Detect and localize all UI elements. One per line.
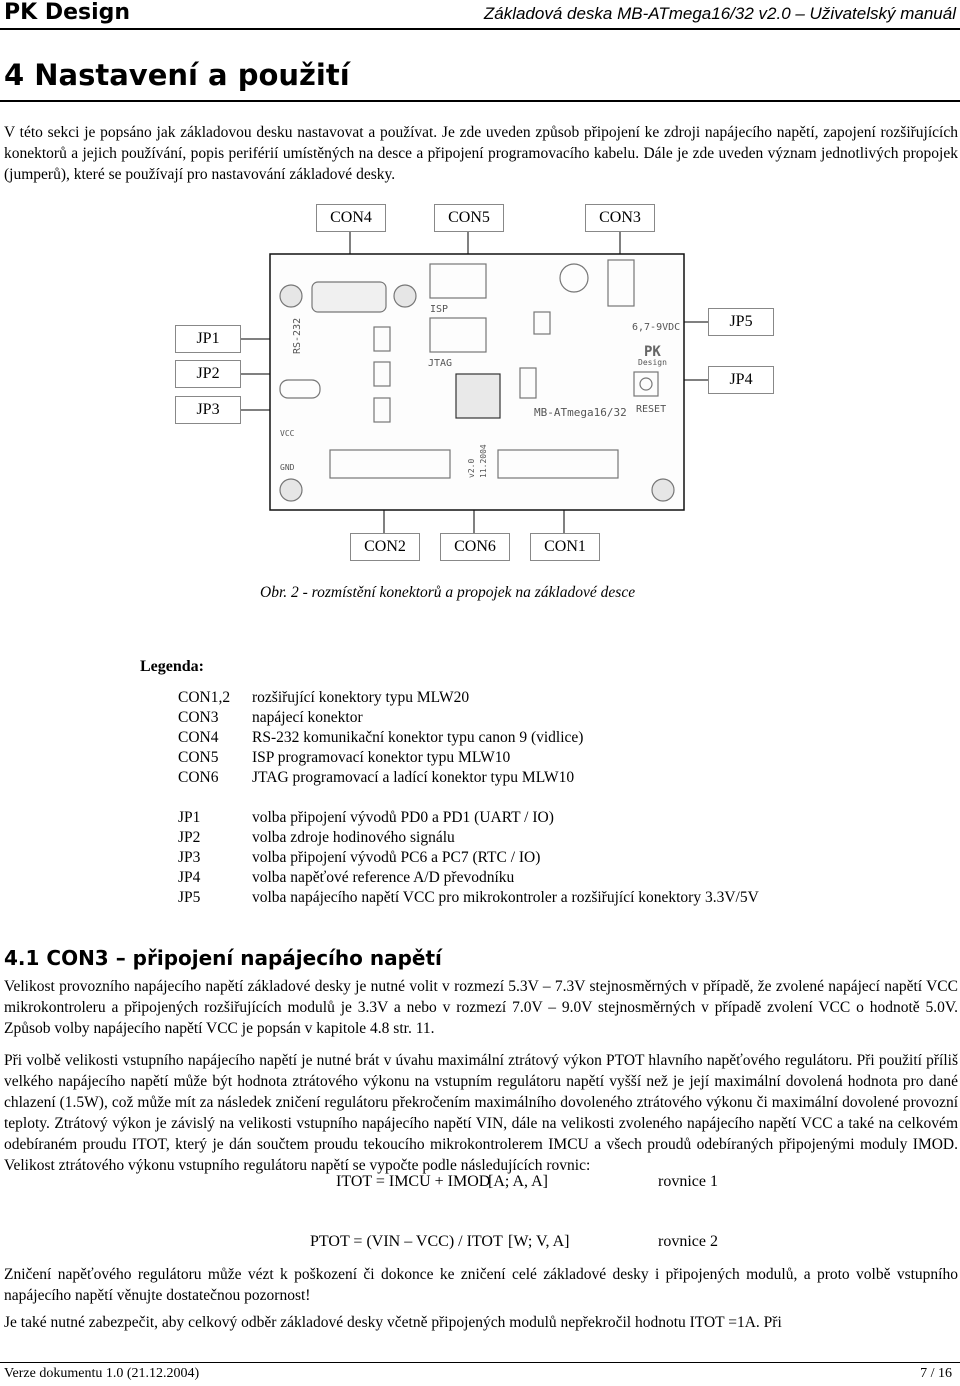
board-diagram <box>0 0 960 600</box>
board-rs232-label: RS-232 <box>292 317 303 354</box>
equation-label: rovnice 2 <box>658 1233 718 1250</box>
equation-units: [A; A, A] <box>488 1173 548 1190</box>
equation-label: rovnice 1 <box>658 1173 718 1190</box>
label-jp5: JP5 <box>708 308 774 336</box>
brand-logo: PK Design <box>4 0 131 25</box>
document-version: Verze dokumentu 1.0 (21.12.2004) <box>4 1366 200 1381</box>
board-version-label: v2.0 <box>467 458 476 478</box>
section-title: 4.1 CON3 – připojení napájecího napětí <box>4 946 442 970</box>
label-con3: CON3 <box>585 204 655 232</box>
label-jp2: JP2 <box>175 360 241 388</box>
board-model-label: MB-ATmega16/32 <box>534 406 627 419</box>
label-con1: CON1 <box>530 533 600 561</box>
board-jtag-label: JTAG <box>428 358 453 369</box>
footer-divider <box>0 1362 960 1363</box>
equation-formula: ITOT = IMCU + IMOD <box>336 1173 491 1190</box>
board-date-label: 11.2004 <box>479 444 488 478</box>
board-brand-label: PK <box>644 344 661 360</box>
label-jp1: JP1 <box>175 325 241 353</box>
board-reset-label: RESET <box>636 404 667 415</box>
document-title: Základová deska MB-ATmega16/32 v2.0 – Uživatelský manuál <box>483 4 956 23</box>
label-jp3: JP3 <box>175 396 241 424</box>
board-voltage-label: 6,7-9VDC <box>632 322 681 333</box>
page-number: 7 / 16 <box>920 1366 952 1381</box>
board-brand2-label: Design <box>638 358 667 367</box>
label-con5: CON5 <box>434 204 504 232</box>
body-paragraph: Zničení napěťového regulátoru může vézt k poškození či dokonce ke zničení celé základové desky i připojených modulů, a proto volbě vstupního napájecího napětí věnujte dostatečnou pozornost! <box>4 1266 958 1304</box>
label-con2: CON2 <box>350 533 420 561</box>
board-vcc-label: VCC <box>280 429 295 438</box>
body-paragraph: Velikost provozního napájecího napětí základové desky je nutné volit v rozmezí 5.3V – 7.3V stejnosměrných v případě, že zvolené napájecí napětí VCC mikrokontroleru a připojených rozšiřujících modulů je 3.3V a nebo v rozmezí 7.0V – 9.0V stejnosměrných v případě zvolení VCC o hodnotě 5.0V. Způsob volby napájecího napětí VCC je popsán v kapitole 4.8 str. 11. <box>4 978 958 1037</box>
equation-formula: PTOT = (VIN – VCC) / ITOT <box>310 1233 503 1250</box>
figure-caption: Obr. 2 - rozmístění konektorů a propojek na základové desce <box>260 584 636 601</box>
label-jp4: JP4 <box>708 366 774 394</box>
label-con4: CON4 <box>316 204 386 232</box>
body-paragraph: Je také nutné zabezpečit, aby celkový odběr základové desky včetně připojených modulů nepřekročil hodnotu ITOT =1A. Při <box>4 1314 782 1331</box>
board-gnd-label: GND <box>280 463 295 472</box>
chapter-title: 4 Nastavení a použití <box>4 58 350 92</box>
legend-title: Legenda: <box>140 658 204 675</box>
body-paragraph: Při volbě velikosti vstupního napájecího napětí je nutné brát v úvahu maximální ztrátový výkon PTOT hlavního napěťového regulátoru. Při použití příliš velkého napájecího napětí může být hodnota ztrátového výkonu na vstupním regulátoru napětí vyšší než je její maximální dovolená hodnota pro dané chlazení (1.5W), což může mít za následek zničení regulátoru překročením maximálního dovoleného ztrátového výkonu či maximální dovolené provozní teploty. Ztrátový výkon je závislý na velikosti vstupního napájecího napětí VIN, dále na velikosti zvoleného napájecího napětí VCC a také na celkovém odebíraném proudu ITOT, který je dán součtem proudu tekoucího mikrokontrolerem IMCU a všech proudů odebíraných připojenými moduly IMOD. Velikost ztrátového výkonu vstupního regulátoru napětí se vypočte podle následujících rovnic: <box>4 1052 958 1174</box>
equation-units: [W; V, A] <box>508 1233 570 1250</box>
label-con6: CON6 <box>440 533 510 561</box>
intro-paragraph: V této sekci je popsáno jak základovou desku nastavovat a používat. Je zde uveden způsob připojení ke zdroji napájecího napětí, zapojení rozšiřujících konektorů a jejich používání, popis periférií umístěných na desce a připojení programovacího kabelu. Dále je zde uveden význam jednotlivých propojek (jumperů), které se používají pro nastavování základové desky. <box>4 124 958 183</box>
board-isp-label: ISP <box>430 304 449 315</box>
